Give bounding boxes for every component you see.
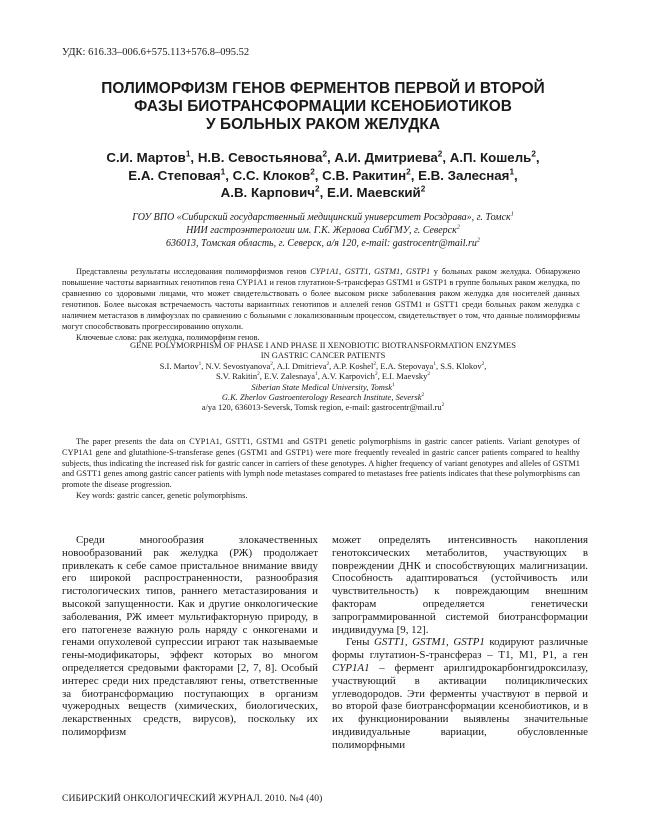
keywords-ru: Ключевые слова: рак желудка, полиморфизм генов. [76,333,260,342]
body-paragraph: Среди многообразия злокачественных новообразований рак желудка (РЖ) продолжает привлекать к себе самое пристальное внимание ввиду его широкой распространенности, разнообразия гистологических типов, раннего метастазирования и высокой запущенности. Как и другие онкологические заболевания, РЖ имеет мультифакторную природу, в его патогенезе важную роль наряду с онкогенами и генами опухолевой супрессии играют так называемые гены-модификаторы, эффект которых во многом определяется средовыми факторами [2, 7, 8]. Особый интерес среди них представляют гены, ответственные за биотрансформацию поступающих в организм чужеродных веществ (химических, биологических, лекарственных средств, вирусов), поскольку их полиморфизм [62,534,318,738]
body-paragraph: Гены GSTT1, GSTM1, GSTP1 кодируют различные формы глутатион-S-трансфераз – Т1, М1, Р1, а ген CYP1A1 – фермент арилгидрокарбонгидроксилазу, участвующий в активации полициклических углеводородов. Эти ферменты участвуют в первой и во второй фазе биотрансформации ксенобиотиков, и в их функционировании выявлены значительные индивидуальные вариации, обусловленные полиморфными [332,636,589,751]
authors-line [70,149,576,167]
author-en: A.P. Koshel$^2$, [332,360,381,371]
authors-en-line [70,371,576,381]
body-column-left [62,534,318,739]
author-en: S.I. Martov$^1$, [159,360,206,371]
affiliations-ru [70,211,576,251]
journal-footer: СИБИРСКИЙ ОНКОЛОГИЧЕСКИЙ ЖУРНАЛ. 2010. №4 (40) [62,793,323,804]
affiliation: 636013, Томская область, г. Северск, а/я 120, e-mail: $gastrocentr@mail.ru^2$ [166,237,480,250]
affiliation: НИИ гастроэнтерологии им. Г.К. Жерлова СибГМУ, г. Северск$^2$ [186,223,460,237]
udk-code: УДК: 616.33–006.6+575.113+576.8–095.52 [62,47,250,58]
keywords-en: Key words: gastric cancer, genetic polymorphisms. [76,490,248,500]
authors-en-line [70,361,576,371]
author-en: N.V. Sevostyanova$^2$, [205,360,277,371]
affiliation-en: G.K. Zherlov Gastroenterology Research Institute, Seversk$^2$ [221,392,425,403]
abstract-ru [62,266,580,343]
author-en: E.A. Stepovaya$^1$, [380,360,441,371]
author: А.И. Дмитриева$^2$, [334,149,450,165]
abstract-ru-text: Представлены результаты исследования полиморфизмов генов CYP1A1, GSTT1, GSTM1, GSTP1 у больных раком желудка. Обнаружено повышение частоты вариантных генотипов гена CYP1A1 и генов глутатион-S-трансфераз GSTM1 и GSTP1 в группе больных раком желудка, по сравнению со здоровыми лицами, что может свидетельствовать о более высоком риске заболевания раком желудка для носителей данных генотипов. Более высокая встречаемость частоты вариантных генотипов и аллелей генов GSTM1 и GSTT1 среди больных раком желудка с наличием метастазов в лимфоузлах по сравнению с больными с локализованным процессом, свидетельствует о том, что данные полиморфизмы могут способствовать прогрессированию опухоли. [62,267,581,331]
author: С.И. Мартов$^1$, [106,149,198,165]
article-title [70,80,576,134]
abstract-en-text: The paper presents the data on CYP1A1, GSTT1, GSTM1 and GSTP1 genetic polymorphisms in gastric cancer patients. Variant genotypes of CYP1A1 gene and glutathione-S-transferase genes (GSTM1 and GSTP1) were more frequently revealed in gastric cancer patients compared to healthy subjects, thus indicating the increased risk for gastric cancer in carriers of these genotypes. A higher frequency of variant genotypes and alleles of GSTM1 and GSTT1 genes among gastric cancer patients with lymph node metastases compared to metastases free patients indicates that these polymorphisms can promote the disease progression. [62,437,580,490]
address-en: a/ya 120, 636013-Seversk, Tomsk region, e-mail: $gastrocentr@mail.ru^2$ [201,402,445,413]
affiliation-en: Siberian State Medical University, Tomsk$^1$ [251,381,395,392]
author: С.С. Клоков$^2$, [232,167,323,183]
english-header [70,340,576,413]
author-en: A.V. Karpovich$^2$, [321,371,382,382]
authors-line [70,167,576,185]
english-title-line: GENE POLYMORPHISM OF PHASE I AND PHASE II XENOBIOTIC BIOTRANSFORMATION ENZYMES [130,340,516,350]
author: Е.И. Маевский$^2$ [326,184,426,200]
author: А.В. Карпович$^2$, [220,184,327,200]
affiliation: ГОУ ВПО «Сибирский государственный медицинский университет Росздрава», г. Томск$^1$ [132,210,514,223]
title-line: ФАЗЫ БИОТРАНСФОРМАЦИИ КСЕНОБИОТИКОВ [134,98,512,115]
author-en: S.S. Klokov$^2$, [440,360,487,371]
author: С.В. Ракитин$^2$, [322,167,419,183]
body-column-right [332,534,588,752]
body-paragraph: может определять интенсивность накопления генотоксических метаболитов, участвующих в повреждении ДНК и способствующих малигнизации. Способность адаптироваться (устойчивость или чувствительность) к повреждающим внешним факторам определяется генетически запрограммированной системой биотрансформации индивидуума [9, 12]. [332,534,588,636]
author: Н.В. Севостьянова$^2$, [197,149,335,165]
author: Е.В. Залесная$^1$, [418,167,518,183]
authors-line [70,184,576,202]
abstract-en [62,437,580,502]
author: Е.А. Степовая$^1$, [128,167,233,183]
author-en: E.V. Zalesnaya$^1$, [264,371,322,382]
title-line: ПОЛИМОРФИЗМ ГЕНОВ ФЕРМЕНТОВ ПЕРВОЙ И ВТОРОЙ [101,80,545,97]
author-en: E.I. Maevsky$^2$ [381,371,431,382]
english-title-line: IN GASTRIC CANCER PATIENTS [260,350,386,361]
author-en: A.I. Dmitrieva$^2$, [276,360,333,371]
title-line: У БОЛЬНЫХ РАКОМ ЖЕЛУДКА [206,116,440,133]
authors-ru [70,149,576,202]
author: А.П. Кошель$^2$, [449,149,540,165]
author-en: S.V. Rakitin$^2$, [215,371,265,382]
